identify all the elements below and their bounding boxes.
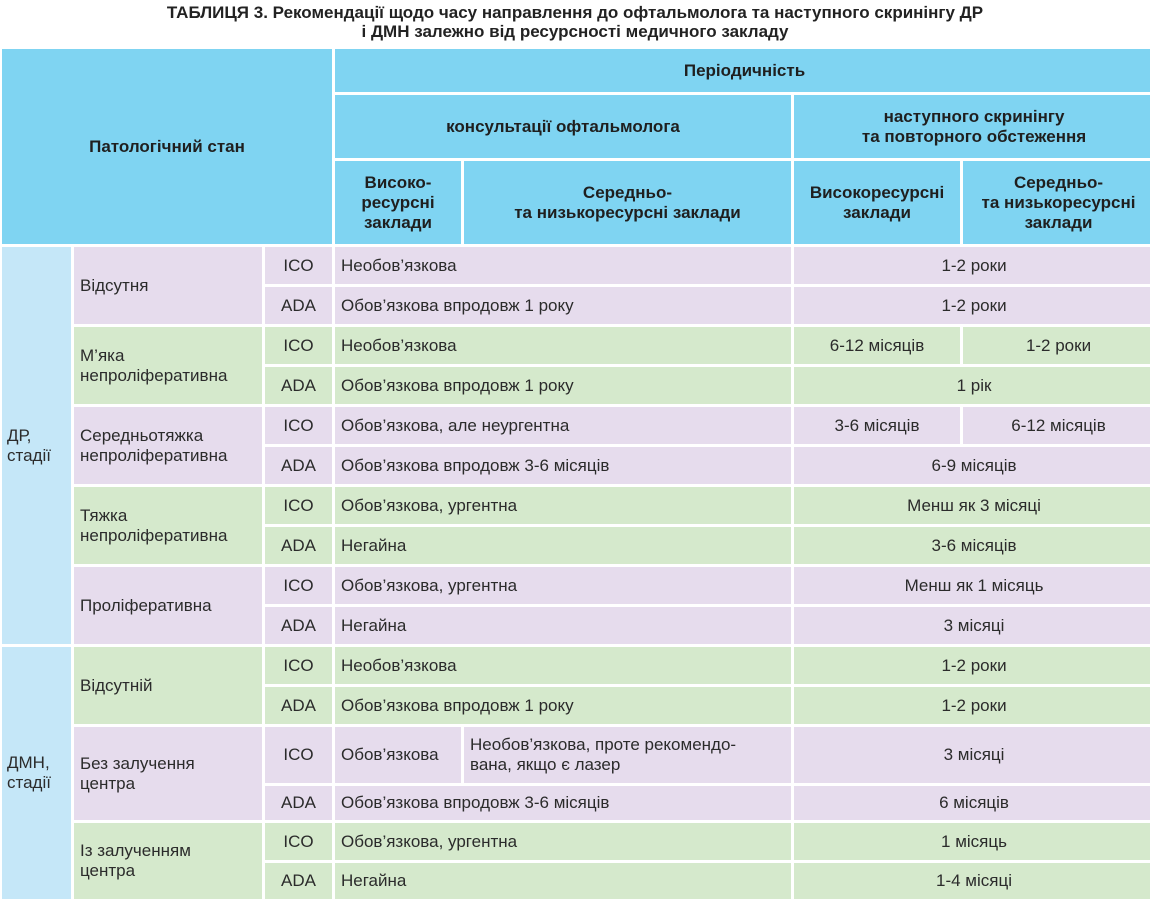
screening-high-cell: 3-6 місяців (794, 407, 960, 444)
header-screening-line-2: та повторного обстеження (861, 126, 1087, 146)
screening-cell: 3 місяці (794, 607, 1150, 644)
header-scr-mid-line-1: Середньо- (1013, 172, 1104, 192)
consultation-cell: Обов’язкова, ургентна (335, 487, 791, 524)
header-scr-mid-line-3: заклади (1024, 212, 1093, 232)
header-cons-high-line-2: ресурсні (361, 192, 435, 212)
table-row (2, 327, 1150, 364)
source-cell: ICO (265, 247, 332, 284)
screening-cell: 1-2 роки (794, 647, 1150, 684)
consultation-high-cell: Обов’язкова (335, 727, 461, 783)
source-cell: ADA (265, 786, 332, 820)
source-cell: ADA (265, 367, 332, 404)
group-dmn-line-1: ДМН, (7, 753, 50, 772)
header-cons-high-resource (335, 161, 461, 244)
condition-dr-proliferative: Проліферативна (74, 567, 262, 644)
screening-cell: 1 рік (794, 367, 1150, 404)
header-scr-high-line-2: заклади (843, 202, 911, 222)
consultation-cell: Обов’язкова впродовж 3-6 місяців (335, 786, 791, 820)
screening-cell: 1 місяць (794, 823, 1150, 860)
header-periodicity: Періодичність (335, 49, 1150, 92)
consultation-cell: Обов’язкова впродовж 3-6 місяців (335, 447, 791, 484)
consultation-mid-line-2: вана, якщо є лазер (470, 755, 621, 774)
condition-dr-absent: Відсутня (74, 247, 262, 324)
source-cell: ADA (265, 863, 332, 899)
condition-dmn-non-center (74, 727, 262, 820)
table-row (2, 567, 1150, 604)
consultation-cell: Обов’язкова впродовж 1 року (335, 367, 791, 404)
table-row (2, 823, 1150, 860)
table-row (2, 487, 1150, 524)
screening-mid-cell: 6-12 місяців (963, 407, 1150, 444)
group-dmn-stages (2, 647, 71, 899)
header-cons-high-line-1: Високо- (364, 172, 432, 192)
screening-cell: 1-4 місяці (794, 863, 1150, 899)
source-cell: ADA (265, 527, 332, 564)
table-row (2, 647, 1150, 684)
condition-dr-mild-npdr (74, 327, 262, 404)
group-dmn-line-2: стадії (7, 773, 51, 792)
consultation-mid-cell (464, 727, 791, 783)
source-cell: ICO (265, 487, 332, 524)
source-cell: ICO (265, 647, 332, 684)
consultation-mid-line-1: Необов’язкова, проте рекомендо- (470, 735, 737, 754)
group-dr-stages (2, 247, 71, 644)
consultation-cell: Негайна (335, 863, 791, 899)
table-row (2, 407, 1150, 444)
consultation-cell: Обов’язкова впродовж 1 року (335, 687, 791, 724)
source-cell: ADA (265, 607, 332, 644)
consultation-cell: Необов’язкова (335, 647, 791, 684)
consultation-cell: Негайна (335, 607, 791, 644)
header-cons-mid-resource (464, 161, 791, 244)
table-row (2, 247, 1150, 284)
consultation-cell: Необов’язкова (335, 327, 791, 364)
screening-mid-cell: 1-2 роки (963, 327, 1150, 364)
screening-cell: Менш як 1 місяць (794, 567, 1150, 604)
screening-cell: Менш як 3 місяці (794, 487, 1150, 524)
table-title-line-1: ТАБЛИЦЯ 3. Рекомендації щодо часу направлення до офтальмолога та наступного скринінгу ДР (166, 3, 984, 22)
header-scr-mid-line-2: та низькоресурсні (981, 192, 1136, 212)
screening-cell: 1-2 роки (794, 247, 1150, 284)
condition-dmn-center-involved (74, 823, 262, 899)
recommendations-table (0, 46, 1150, 902)
header-cons-mid-line-2: та низькоресурсні заклади (514, 202, 741, 222)
group-dr-line-1: ДР, (7, 425, 32, 445)
screening-cell: 1-2 роки (794, 287, 1150, 324)
table-row (2, 727, 1150, 783)
source-cell: ADA (265, 287, 332, 324)
source-cell: ICO (265, 823, 332, 860)
header-scr-mid-resource (963, 161, 1150, 244)
header-screening-line-1: наступного скринінгу (883, 106, 1065, 126)
consultation-cell: Негайна (335, 527, 791, 564)
source-cell: ADA (265, 447, 332, 484)
condition-line-1: Без залучення (80, 753, 195, 773)
condition-line-1: М’яка (80, 345, 125, 365)
consultation-cell: Обов’язкова, ургентна (335, 567, 791, 604)
header-consultation: консультації офтальмолога (335, 95, 791, 158)
condition-line-2: центра (80, 861, 136, 880)
source-cell: ICO (265, 407, 332, 444)
consultation-cell: Необов’язкова (335, 247, 791, 284)
condition-line-2: непроліферативна (80, 525, 228, 545)
table-title (0, 0, 1150, 46)
source-cell: ICO (265, 327, 332, 364)
source-cell: ICO (265, 567, 332, 604)
header-cons-mid-line-1: Середньо- (582, 182, 673, 202)
screening-cell: 1-2 роки (794, 687, 1150, 724)
condition-dmn-absent: Відсутній (74, 647, 262, 724)
screening-cell: 3-6 місяців (794, 527, 1150, 564)
condition-line-2: непроліферативна (80, 445, 228, 465)
header-screening (794, 95, 1150, 158)
condition-line-2: центра (80, 773, 136, 793)
source-cell: ADA (265, 687, 332, 724)
screening-high-cell: 6-12 місяців (794, 327, 960, 364)
header-pathological-state: Патологічний стан (2, 49, 332, 244)
condition-dr-moderate-npdr (74, 407, 262, 484)
condition-line-1: Тяжка (80, 505, 128, 525)
screening-cell: 6-9 місяців (794, 447, 1150, 484)
condition-line-1: Із залученням (80, 841, 191, 860)
screening-cell: 6 місяців (794, 786, 1150, 820)
group-dr-line-2: стадії (7, 445, 51, 465)
header-cons-high-line-3: заклади (364, 212, 432, 232)
consultation-cell: Обов’язкова, але неургентна (335, 407, 791, 444)
condition-dr-severe-npdr (74, 487, 262, 564)
header-scr-high-line-1: Високоресурсні (809, 182, 945, 202)
condition-line-1: Середньотяжка (80, 425, 204, 445)
screening-cell: 3 місяці (794, 727, 1150, 783)
consultation-cell: Обов’язкова, ургентна (335, 823, 791, 860)
table-title-line-2: і ДМН залежно від ресурсності медичного закладу (361, 22, 789, 41)
consultation-cell: Обов’язкова впродовж 1 року (335, 287, 791, 324)
condition-line-2: непроліферативна (80, 365, 228, 385)
header-scr-high-resource (794, 161, 960, 244)
source-cell: ICO (265, 727, 332, 783)
